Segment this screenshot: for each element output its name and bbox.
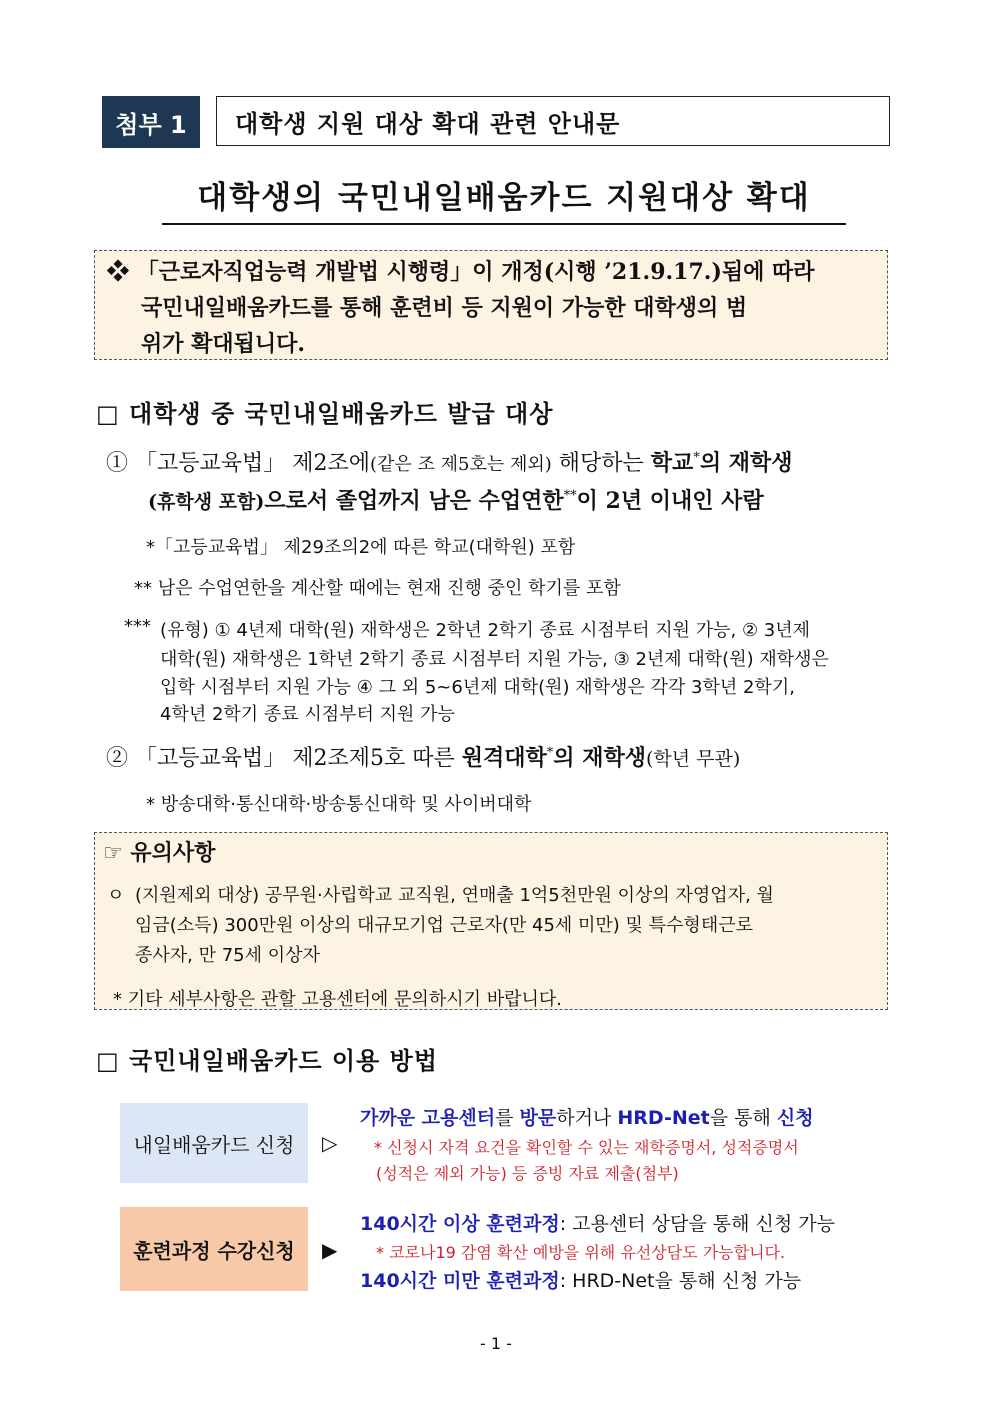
- caution-footnote: * 기타 세부사항은 관할 고용센터에 문의하시기 바랍니다.: [113, 989, 562, 1010]
- intro-box: [94, 250, 888, 360]
- filled-triangle-arrow-icon: ▶: [322, 1238, 338, 1262]
- item-2-line: [106, 741, 740, 772]
- step-1-center: 가까운 고용센터: [360, 1107, 496, 1129]
- item-1-star2: **: [563, 488, 577, 504]
- item-2-student: 의 재학생: [553, 745, 646, 771]
- step-card-enroll-label: 훈련과정 수강신청: [133, 1238, 295, 1263]
- item-2-law: 「고등교육법」 제2조제5호 따른: [135, 746, 462, 771]
- step-2-line-1: [360, 1209, 835, 1236]
- caution-title: 유의사항: [130, 841, 216, 866]
- intro-line-3: 위가 확대됩니다.: [141, 331, 306, 357]
- step-card-apply-label: 내일배움카드 신청: [133, 1132, 295, 1157]
- header-title: 대학생 지원 대상 확대 관련 안내문: [235, 109, 621, 138]
- note-3-line-3: 입학 시점부터 지원 가능 ④ 그 외 5~6년제 대학(원) 재학생은 각각 3학년 2학기,: [160, 677, 795, 698]
- caution-body: [135, 881, 883, 971]
- page-number: - 1 -: [480, 1334, 512, 1353]
- item-1-remaining: 으로서 졸업까지 남은 수업연한: [264, 488, 564, 514]
- intro-line-2: 국민내일배움카드를 통해 훈련비 등 지원이 가능한 대학생의 범: [141, 295, 748, 321]
- step-card-enroll: [120, 1207, 308, 1291]
- item-2-grade: (학년 무관): [645, 748, 741, 770]
- item-1-law: 「고등교육법」 제2조에: [135, 451, 371, 476]
- step-2-over-140-desc: : 고용센터 상담을 통해 신청 가능: [559, 1213, 835, 1235]
- intro-line-1: [107, 255, 815, 286]
- diamond-bullet-icon: ❖: [107, 259, 130, 285]
- intro-text-1: 「근로자직업능력 개발법 시행령」이 개정(시행 ’21.9.17.)됨에 따라: [136, 259, 815, 285]
- circle-bullet-icon: ㅇ: [107, 885, 125, 906]
- caution-header: [103, 836, 215, 867]
- step-1-apply: 신청: [776, 1107, 814, 1129]
- step-2-note: * 코로나19 감염 확산 예방을 위해 유선상담도 가능합니다.: [376, 1243, 786, 1262]
- header-title-box: [216, 96, 890, 146]
- note-1: *「고등교육법」 제29조의2에 따른 학교(대학원) 포함: [146, 537, 576, 558]
- item-1-star: *: [693, 450, 700, 466]
- note-3-mark: ***: [124, 616, 151, 637]
- item-2-star: *: [546, 745, 554, 761]
- item-2-remote-univ: 원격대학: [461, 745, 547, 771]
- item-1-number: ①: [106, 451, 129, 476]
- item-1-within: 이 2년 이내인 사람: [576, 488, 764, 514]
- note-2: ** 남은 수업연한을 계산할 때에는 현재 진행 중인 학기를 포함: [134, 578, 621, 599]
- item-1-applies: 해당하는: [551, 451, 651, 476]
- note-3-line-1: (유형) ① 4년제 대학(원) 재학생은 2학년 2학기 종료 시점부터 지원 가능, ② 3년제: [160, 620, 811, 641]
- pointing-hand-icon: ☞: [103, 841, 123, 866]
- step-2-line-2: [360, 1266, 801, 1293]
- caution-line-3: 종사자, 만 75세 이상자: [135, 945, 320, 966]
- item-1-line-1: [106, 446, 792, 477]
- item-1-line-2: [148, 484, 764, 515]
- caution-line-2: 임금(소득) 300만원 이상의 대규모기업 근로자(만 45세 미만) 및 특수형태근로: [135, 915, 753, 936]
- section-title-eligibility: □ 대학생 중 국민내일배움카드 발급 대상: [96, 400, 554, 428]
- step-2-over-140: 140시간 이상 훈련과정: [360, 1213, 560, 1235]
- item-1-leave: (휴학생 포함): [148, 491, 265, 513]
- step-1-note-2: (성적은 제외 가능) 등 증빙 자료 제출(첨부): [376, 1164, 679, 1183]
- section-title-usage: □ 국민내일배움카드 이용 방법: [96, 1047, 438, 1075]
- step-1-note-1: * 신청시 자격 요건을 확인할 수 있는 재학증명서, 성적증명서: [374, 1138, 799, 1157]
- caution-line-1: (지원제외 대상) 공무원·사립학교 교직원, 연매출 1억5천만원 이상의 자영업자, 월: [135, 885, 774, 906]
- note-4: * 방송대학·통신대학·방송통신대학 및 사이버대학: [146, 794, 532, 815]
- step-1-hrdnet: HRD-Net: [617, 1107, 710, 1129]
- step-1-or: 하거나: [556, 1107, 618, 1129]
- item-1-school: 학교: [650, 450, 694, 476]
- note-3-line-2: 대학(원) 재학생은 1학년 2학기 종료 시점부터 지원 가능, ③ 2년제 대학(원) 재학생은: [160, 649, 829, 670]
- step-1-eul: 를: [495, 1107, 520, 1129]
- step-1-through: 을 통해: [709, 1107, 777, 1129]
- step-2-under-140-desc: : HRD-Net을 통해 신청 가능: [559, 1270, 802, 1292]
- hollow-triangle-arrow-icon: ▷: [322, 1131, 338, 1155]
- caution-box: [94, 832, 888, 1010]
- step-1-line: [360, 1103, 814, 1130]
- step-card-apply: [120, 1103, 308, 1183]
- page-title: 대학생의 국민내일배움카드 지원대상 확대: [162, 172, 846, 225]
- item-1-exception: (같은 조 제5호는 제외): [370, 454, 552, 475]
- attachment-badge: 첨부 1: [102, 96, 200, 148]
- item-1-student: 의 재학생: [699, 450, 793, 476]
- note-3-line-4: 4학년 2학기 종료 시점부터 지원 가능: [160, 704, 455, 725]
- step-2-under-140: 140시간 미만 훈련과정: [360, 1270, 560, 1292]
- step-1-visit: 방문: [519, 1107, 557, 1129]
- item-2-number: ②: [106, 746, 129, 771]
